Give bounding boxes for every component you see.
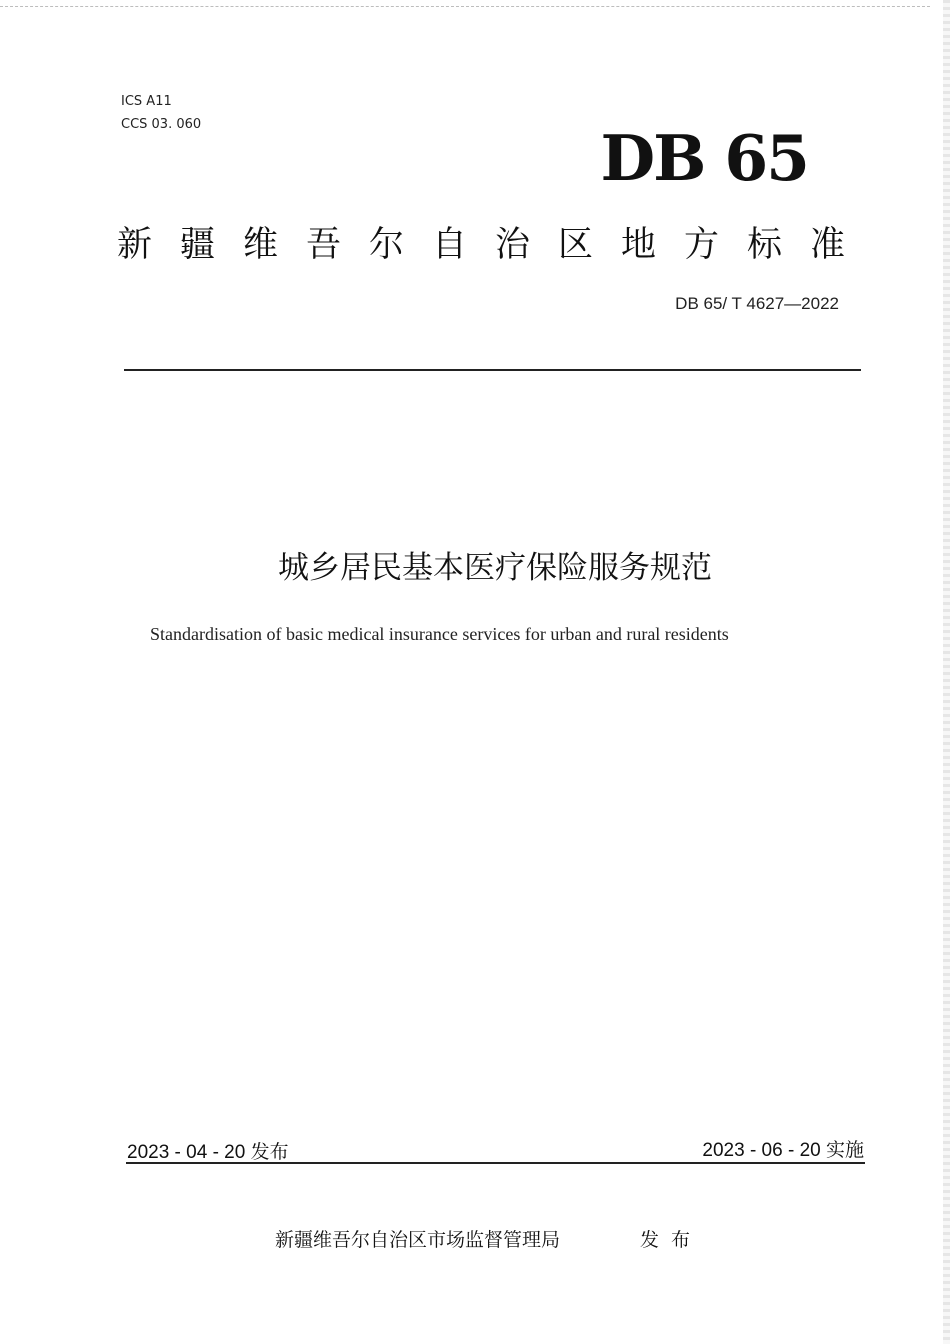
scan-right-edge: [943, 0, 950, 1344]
bottom-divider: [126, 1162, 865, 1164]
document-title: 城乡居民基本医疗保险服务规范: [278, 550, 712, 586]
standard-type-title: 新疆维吾尔自治区地方标准: [117, 225, 874, 265]
ics-code: ICS A11: [121, 94, 172, 109]
publish-date: 2023 - 04 - 20 发布: [127, 1142, 289, 1163]
effective-date: 2023 - 06 - 20 实施: [702, 1140, 864, 1161]
db65-logo-text: DB 65: [600, 121, 808, 195]
ccs-code: CCS 03. 060: [121, 117, 202, 132]
standard-number: DB 65/ T 4627—2022: [675, 294, 839, 313]
top-divider: [124, 369, 861, 371]
db65-logo: [598, 121, 808, 195]
scan-edge-dashes: [0, 6, 930, 7]
classification-codes: [121, 90, 201, 136]
issue-label: 发布: [640, 1229, 703, 1251]
document-english-title: Standardisation of basic medical insurance services for urban and rural residents: [150, 624, 729, 644]
issuing-authority: 新疆维吾尔自治区市场监督管理局: [275, 1229, 561, 1251]
